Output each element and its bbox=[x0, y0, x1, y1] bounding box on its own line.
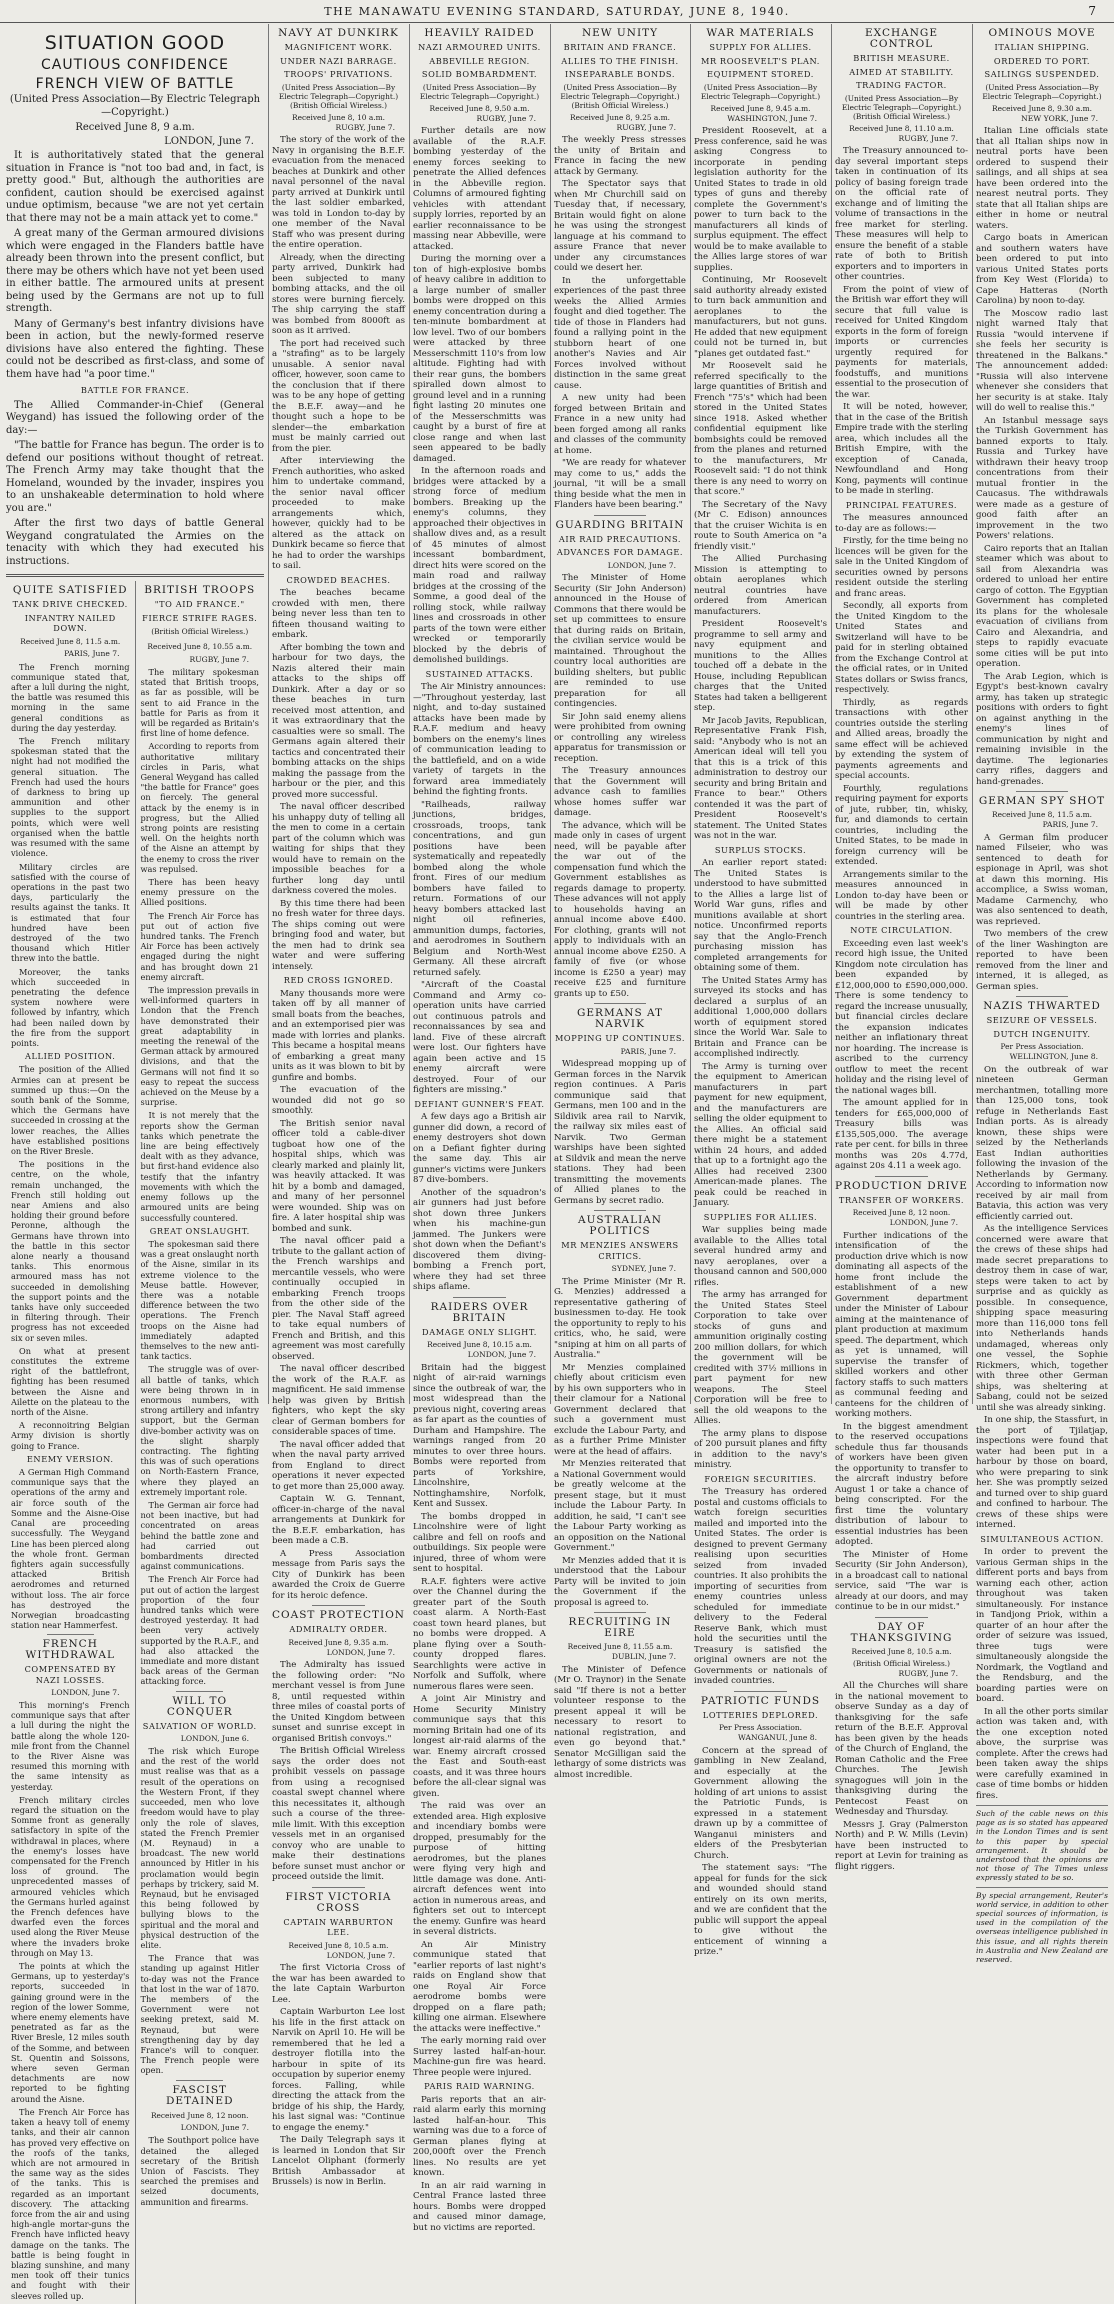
paragraph: The beaches became crowded with men, there being never less than ten to fifteen thousand waiting to embark. bbox=[272, 588, 405, 641]
paragraph: The Treasury has ordered postal and customs officials to watch foreign securities mailed and imported into the United States. The order is designed to prevent Germany realising upon securities seized from invaded countries. It also prohibits the importing of securities from enemy countries unless scheduled for immediate delivery to the Federal Reserve Bank, which must hold the securities until the Treasury is satisfied the original owners are not the Governments or nationals of invaded countries. bbox=[694, 1487, 827, 1687]
headline-australian-politics: AUSTRALIAN POLITICS bbox=[577, 1214, 662, 1238]
credit-line: (British Official Wireless.) bbox=[852, 1658, 951, 1668]
subhead: "TO AID FRANCE." bbox=[154, 599, 245, 610]
subhead: SALVATION OF WORLD. bbox=[142, 1720, 257, 1731]
section-subhead: DEFIANT GUNNER'S FEAT. bbox=[414, 1098, 545, 1109]
reuter-notice: By special arrangement, Reuter's world service, in addition to other special sources of information, is used in the compilation of the overseas intelligence published in this issue, and all rights therein in Australia and New Zealand are reserved. bbox=[976, 1887, 1108, 1965]
headline-new-unity: NEW UNITY bbox=[581, 27, 659, 39]
paragraph: The naval officer added that when the naval party arrived from England to direct operations it never expected to get more than 25,000 away. bbox=[272, 1439, 405, 1492]
paragraph: The Arab Legion, which is Egypt's best-known cavalry army, has taken up strategic positions with orders to fight on against anything in the enemy's lines of communication by night and remaining invisible in the daytime. The legionaries carry rifles, daggers and hand-grenades. bbox=[976, 671, 1108, 787]
paragraph: The positions in the centre, on the whole, remain unchanged, the French still holding out near Amiens and also holding their ground before Peronne, although the Germans have thrown into the battle in this sector alone nearly a thousand tanks. This enormous armoured mass has not succeeded in demolishing the support points and the tanks have only succeeded in filtering through. Their progress has not exceeded six or seven miles. bbox=[11, 1159, 130, 1343]
headline-patriotic-funds: PATRIOTIC FUNDS bbox=[700, 1694, 821, 1707]
new-unity-column bbox=[554, 24, 686, 1780]
divider bbox=[312, 1887, 365, 1888]
paragraph: It is not merely that the reports show the German tanks which penetrate the line are being effectively dealt with as they advance, but first-hand evidence also testify that the infantry movements with which the enemy follows up the armoured units are being successfully countered. bbox=[140, 1110, 259, 1223]
paragraph: Concern at the spread of gambling in New Zealand, and especially at the Government allowing the holding of art unions to assist the Patriotic Funds, is expressed in a statement drawn up by a committee of Wanganui ministers and elders of the Presbyterian Church. bbox=[694, 1745, 827, 1861]
credit-line: (United Press Association—By Electric Telegraph—Copyright.) (British Official Wireless.) bbox=[278, 82, 399, 110]
dateline: RUGBY, June 7. bbox=[189, 654, 249, 664]
divider bbox=[734, 1691, 787, 1692]
dateline: LONDON, June 7. bbox=[164, 135, 254, 147]
divider bbox=[6, 574, 264, 577]
column-rule bbox=[690, 24, 691, 1404]
subhead: DAMAGE ONLY SLIGHT. bbox=[422, 1326, 537, 1337]
subhead: ITALIAN SHIPPING. bbox=[994, 42, 1090, 53]
headline-british-troops: BRITISH TROOPS bbox=[144, 584, 256, 597]
paragraph: In an air raid warning in Central France lasted three hours. Bombs were dropped and caused minor damage, but no victims are reported. bbox=[413, 2180, 546, 2233]
section-subhead: SUPPLIES FOR ALLIES. bbox=[703, 1211, 818, 1222]
received-line: Received June 8, 12 noon. bbox=[150, 2110, 249, 2120]
headline-fascist-detained: FASCIST DETAINED bbox=[165, 2083, 234, 2107]
column-rule bbox=[831, 24, 832, 1404]
headline-production-drive: PRODUCTION DRIVE bbox=[835, 1179, 968, 1192]
subhead: AIMED AT STABILITY. bbox=[849, 66, 954, 77]
divider bbox=[594, 1612, 647, 1613]
subhead: MAGNIFICENT WORK. bbox=[284, 42, 393, 53]
paragraph: After interviewing the French authorities, who asked him to undertake command, the senior naval officer proceeded to make arrangements which, however, quickly had to be altered as the attack on Dunkirk became so fierce that he had to order the warships to sail. bbox=[272, 456, 405, 572]
headline-germans-at-narvik: GERMANS AT NARVIK bbox=[576, 1007, 664, 1031]
paragraph: The evacuation of the wounded did not go so smoothly. bbox=[272, 1085, 405, 1117]
paragraph: The port had received such a "strafing" as to be largely unusable. A senior naval officer, however, soon came to the conclusion that if there was to be any hope of getting the B.E.F. away—and he thought such a hope to be slender—the embarkation must be mainly carried out from the pier. bbox=[272, 338, 405, 454]
paragraph: Fourthly, regulations requiring payment for exports of jute, rubber, tin, whisky, fur, and diamonds to certain countries, including the United States, to be made in foreign currency will be extended. bbox=[835, 783, 968, 868]
paragraph: It will be noted, however, that in the case of the British Empire trade with the sterling area, which includes all the British Empire, with the exception of Canada, Newfoundland and Hong Kong, payments will continue to be made in sterling. bbox=[835, 402, 968, 497]
headline-german-spy-shot: GERMAN SPY SHOT bbox=[978, 795, 1106, 808]
paragraph: Widespread mopping up of German forces in the Narvik region continues. A Paris communique said that Germans, men 100 and in the Sildivik area rail to Narvik, the railway six miles east of Narvik. Two German warships have been sighted at Sildvik and mean the nerve stations. They had been transmitting the movements of Allied planes to the Germans by secret radio. bbox=[554, 1059, 686, 1206]
dateline: RUGBY, June 7. bbox=[335, 122, 395, 132]
subhead: SAILINGS SUSPENDED. bbox=[984, 69, 1100, 80]
section-subhead: SURPLUS STOCKS. bbox=[714, 844, 807, 855]
dateline: SYDNEY, June 7. bbox=[611, 1264, 676, 1274]
page-number: 7 bbox=[1088, 4, 1096, 18]
paragraph: The Southport police have detained the alleged secretary of the British Union of Fascists. They searched the premises and seized documents, ammunition and firearms. bbox=[140, 2135, 259, 2207]
received-line: Received June 8, 11.5 a.m. bbox=[20, 636, 121, 646]
exchange-control-column bbox=[835, 24, 968, 1872]
subhead: INSEPARABLE BONDS. bbox=[564, 69, 676, 80]
paragraph: The France that was standing up against Hitler to-day was not the France that lost in the war of 1870. The members of the Government were not seeking pretext, said M. Reynaud, but were strengthening day by day France's will to conquer. The French people were open. bbox=[140, 1953, 259, 2076]
paragraph: The points at which the Germans, up to yesterday's reports, succeeded in gaining ground were in the region of the lower Somme, where enemy elements have penetrated as far as the River Bresle, 12 miles south of the Somme, and between St. Quentin and Soissons, where seven German detachments are now reported to be fighting around the Aisne. bbox=[11, 1961, 130, 2104]
section-subhead: PARIS RAID WARNING. bbox=[424, 2081, 535, 2092]
paragraph: The military spokesman stated that British troops, as far as possible, will be sent to aid France in the battle for Paris as from it will be regarded as Britain's first line of home defence. bbox=[140, 666, 259, 739]
british-troops-article bbox=[136, 581, 265, 2303]
paragraph: Mr Jacob Javits, Republican, Representative Frank Fish, said: "Anybody who is not an American ideal will tell you that this is a trick of this administration to destroy our security and bring Britain and France to bear." Others contended it was the part of President Roosevelt's statement. The United States was not in the war. bbox=[694, 715, 827, 842]
dateline: WASHINGTON, June 7. bbox=[727, 113, 817, 123]
paragraph: During the morning over a ton of high-explosive bombs of heavy calibre in addition to a large number of smaller bombs were dropped on this enemy concentration during a ten-minute bombardment at low level. Two of our bombers were attacked by three Messerschmitt 110's from low altitude. Fighting had with their rear guns, the bombers spiralled down almost to ground level and in a running fight lasting 20 minutes one of the Messerschmitts was caught by a burst of fire at close range and when last seen appeared to be badly damaged. bbox=[413, 254, 546, 464]
headline-recruiting-eire: RECRUITING IN EIRE bbox=[568, 1616, 672, 1640]
paragraph: Continuing, Mr Roosevelt said authority already existed to turn back ammunition and aeroplanes to the manufacturers, but not guns. He added that new equipment could not be turned in, but "planes get outdated fast." bbox=[694, 275, 827, 359]
paragraph: The Spectator says that when Mr Churchill said on Tuesday that, if necessary, Britain would fight on alone he was using the strongest language at his command to assure France that never under any circumstances could we desert her. bbox=[554, 179, 686, 274]
divider bbox=[47, 1634, 94, 1635]
ominous-move-column bbox=[976, 24, 1108, 1965]
paragraph: The weekly Press stresses the unity of Britain and France in facing the new attack by Germany. bbox=[554, 135, 686, 177]
paragraph: Many thousands more were taken off by all manner of small boats from the beaches, and an extemporised pier was made with lorries and planks. This became a hospital means of embarking a great many units as it was blown to bit by gunfire and bombs. bbox=[272, 988, 405, 1083]
column-rule bbox=[550, 24, 551, 1404]
paragraph: The army has arranged for the United States Steel Corporation to take over stocks of guns and ammunition originally costing 200 million dollars, for which the government will be credited with 37½ millions in part payment for new weapons. The Steel Corporation will be free to sell the old weapons to the Allies. bbox=[694, 1290, 827, 1427]
credit-line: Per Press Association. bbox=[1000, 1042, 1084, 1052]
dateline: RUGBY, June 7. bbox=[476, 113, 536, 123]
paragraph: In the afternoon roads and bridges were attacked by a strong force of medium bombers. Breaking up the enemy's columns, they approached their objectives in shallow dives and, as a result of 45 minutes of almost incessant bombardment, direct hits were scored on the main road and railway bridges at the crossing of the Somme, a good deal of the rolling stock, while railway lines and crossroads in other parts of the town were either wrecked or temporarily blocked by the debris of demolished buildings. bbox=[413, 466, 546, 666]
paragraph: War supplies being made available to the Allies total several hundred army and navy aeroplanes, over a thousand cannon and 500,000 rifles. bbox=[694, 1225, 827, 1288]
section-subhead: RED CROSS IGNORED. bbox=[283, 975, 394, 986]
paragraph: On what at present constitutes the extreme right of the battlefront, fighting has been resumed between the Aisne and Ailette on the plateau to the north of the Aisne. bbox=[11, 1345, 130, 1418]
dateline: LONDON, June 6. bbox=[180, 1733, 249, 1743]
subhead: MOPPING UP CONTINUES. bbox=[554, 1033, 686, 1044]
headline-war-materials: WAR MATERIALS bbox=[706, 27, 815, 39]
paragraph: Exceeding even last week's record high issue, the United Kingdom note circulation has been expanded by £12,000,000 to £590,000,000. There is some tendency to regard the increase unusually, but financial circles declare the expansion indicates neither an inflationary threat nor hoarding. The increase is ascribed to the currency outflow to meet the recent holiday and the rising level of the national wages bill. bbox=[835, 938, 968, 1096]
paragraph: Mr Menzies complained chiefly about criticism even by his own supporters who in their clamour for a National Government declared that such a government must exclude the Labour Party, and as a further Prime Minister were at the head of affairs. bbox=[554, 1362, 686, 1457]
subhead: UNDER NAZI BARRAGE. bbox=[280, 55, 397, 66]
paragraph: It is authoritatively stated that the general situation in France is "not too bad and, in fact, is pretty good." But, although the authorities are confident, caution should be exercised against undue optimism, because "we are not yet certain that there may not be a main attack yet to come." bbox=[6, 150, 264, 224]
credit-line: (United Press Association—By Electric Telegraph—Copyright.) bbox=[982, 82, 1102, 101]
headline-coast-protection: COAST PROTECTION bbox=[272, 1609, 405, 1622]
paragraph: The bombs dropped in Lincolnshire were of light calibre and fell on roofs and outbuildings. Six people were injured, three of whom were sent to hospital. bbox=[413, 1511, 546, 1575]
paragraph: Britain had the biggest night of air-raid warnings since the outbreak of war, the most widespread than the previous night, covering areas as far apart as the counties of Durham and Hampshire. The warnings ranged from 20 minutes to over three hours. Bombs were reported from parts of Yorkshire, Lincolnshire, Nottinghamshire, Norfolk, Kent and Sussex. bbox=[413, 1362, 546, 1510]
dateline: WELLINGTON, June 8. bbox=[1009, 1052, 1098, 1062]
paragraph: "The battle for France has begun. The order is to defend our positions without thought of retreat. The French Army may take thought that the Homeland, wounded by the invader, inspires you to an unshakeable determination to hold where you are." bbox=[6, 440, 264, 514]
subhead: TROOPS' PRIVATIONS. bbox=[284, 69, 393, 80]
credit-line: (British Official Wireless.) bbox=[151, 626, 249, 636]
lower-two-columns bbox=[6, 581, 264, 2303]
subhead: INFANTRY NAILED DOWN. bbox=[24, 612, 116, 633]
dateline: PARIS, June 7. bbox=[620, 1046, 676, 1056]
credit-line: (United Press Association—By Electric Telegraph—Copyright.) bbox=[9, 94, 261, 118]
paragraph: A joint Air Ministry and Home Security Ministry communique says that this morning Britain had one of its longest air-raid alarms of the war. Enemy aircraft crossed the East and South-east coasts, and it was three hours before the all-clear signal was given. bbox=[413, 1694, 546, 1799]
paragraph: Captain W. G. Tennant, officer-in-charge of the naval arrangements at Dunkirk for the B.E.F. embarkation, has been made a C.B. bbox=[272, 1494, 405, 1547]
subhead: EQUIPMENT STORED. bbox=[707, 69, 814, 80]
divider bbox=[176, 1691, 223, 1692]
paragraph: The French Air Force has taken a heavy toll of enemy tanks, and their air cannon has proved very effective on the roofs of the tanks, which are not armoured in the same way as the sides of the tanks. This is regarded as an important discovery. The attacking force from the air and using high-angle mortar-guns the French have inflicted heavy damage on the tanks. The battle is being fought in blazing sunshine, and many men took off their tunics and fought with their sleeves rolled up. bbox=[11, 2106, 130, 2301]
paragraph: The Treasury announces that the Government will advance cash to families whose homes suffer war damage. bbox=[554, 766, 686, 819]
paragraph: The French Air Force has put out of action five hundred tanks. The French Air Force has been actively engaged during the night and has brought down 21 enemy aircraft. bbox=[140, 910, 259, 982]
subhead: CAPTAIN WARBURTON LEE. bbox=[283, 1916, 394, 1938]
paragraph: The United States Army has surveyed its stocks and has declared a surplus of an additional 1,000,000 dollars worth of equipment stored since the World War. Sale to Britain and France can be accomplished indirectly. bbox=[694, 975, 827, 1060]
paragraph: The Allied Commander-in-Chief (General Weygand) has issued the following order of the day:— bbox=[6, 399, 264, 436]
paragraph: The Minister of Home Security (Sir John Anderson), in a broadcast call to national service, said "The war is already at our doors, and may continue to be in our midst." bbox=[835, 1549, 968, 1613]
column-rule bbox=[268, 24, 269, 1404]
paragraph: There has been heavy enemy pressure on the Allied positions. bbox=[140, 877, 259, 908]
divider bbox=[1016, 996, 1069, 997]
paragraph: After bombing the town and harbour for two days, the Nazis altered their main attacks to the ships off Dunkirk. After a day or so these beaches in turn received most attention, and it was extraordinary that the casualties were so small. The Germans again altered their tactics and concentrated their bombing attacks on the ships making the passage from the harbour or the pier, and this proved more successful. bbox=[272, 642, 405, 800]
dateline: PARIS, June 7. bbox=[1042, 820, 1098, 830]
received-line: Received June 8, 9 a.m. bbox=[75, 122, 195, 134]
paragraph: A German High Command communique says that the operations of the army and air force south of the Somme and the Aisne-Oise Canal are proceeding successfully. The Weygand Line has been pierced along the whole front. German fighters again successfully attacked British aerodromes and returned without loss. The air force has destroyed the Norwegian broadcasting station near Hammerfest. bbox=[11, 1467, 130, 1631]
paragraph: The naval officer described the work of the R.A.F. as magnificent. He said immense help was given by British fighters, who kept the sky clear of German bombers for considerable spaces of time. bbox=[272, 1364, 405, 1438]
paragraph: From the point of view of the British war effort they will secure that full value is received for United Kingdom exports in the form of foreign imports or currencies urgently required for payments for materials, foodstuffs, and munitions essential to the prosecution of the war. bbox=[835, 284, 968, 400]
subhead: AIR RAID PRECAUTIONS. bbox=[558, 533, 682, 544]
dateline: LONDON, June 7. bbox=[326, 1950, 395, 1960]
masthead-title: THE MANAWATU EVENING STANDARD, SATURDAY, JUNE 8, 1940. bbox=[324, 4, 790, 18]
subhead: SEIZURE OF VESSELS. bbox=[986, 1015, 1098, 1026]
headline-heavily-raided: HEAVILY RAIDED bbox=[424, 27, 535, 39]
paragraph: Paris reports that an air-raid alarm early this morning lasted half-an-hour. This warning was due to a force of German planes flying at 200,000ft over the French lines. No results are yet known. bbox=[413, 2094, 546, 2179]
received-line: Received June 8, 11.5 a.m. bbox=[992, 810, 1092, 820]
divider bbox=[594, 1003, 647, 1004]
subhead: ADVANCES FOR DAMAGE. bbox=[556, 547, 684, 558]
headline-navy-dunkirk: NAVY AT DUNKIRK bbox=[278, 27, 399, 39]
section-subhead: PRINCIPAL FEATURES. bbox=[845, 499, 958, 510]
subhead: FIERCE STRIFE RAGES. bbox=[142, 612, 258, 623]
headline-will-to-conquer: WILL TO CONQUER bbox=[166, 1694, 233, 1718]
paragraph: According to reports from authoritative military circles in Paris, what General Weygand has called "the battle for France" goes on fiercely. The general attack by the enemy is in progress, but the Allied strong points are resisting well. On the heights north of the Aisne an attempt by the enemy to cross the river was repulsed. bbox=[140, 741, 259, 874]
divider bbox=[875, 1176, 928, 1177]
paragraph: Arrangements similar to the measures announced in London to-day have been or will be made by other countries in the sterling area. bbox=[835, 869, 968, 922]
paragraph: The German air force had not been inactive, but had concentrated on areas behind the battle zone and had carried out bombardments directed against communications. bbox=[140, 1499, 259, 1572]
headline-ominous-move: OMINOUS MOVE bbox=[988, 27, 1096, 39]
subhead: MR MENZIES ANSWERS CRITICS. bbox=[561, 1240, 679, 1261]
paragraph: Already, when the directing party arrived, Dunkirk had been subjected to many bombing attacks, and the oil stores were burning fiercely. The ship carrying the staff was bombed from 8000ft as soon as it arrived. bbox=[272, 252, 405, 337]
section-subhead: NOTE CIRCULATION. bbox=[850, 925, 953, 936]
paragraph: In the unforgettable experiences of the past three weeks the Allied Armies fought and died together. The tide of those in Flanders had found a rallying point in the stubborn heart of one another's Navies and Air Forces involved without distinction in the same great cause. bbox=[554, 275, 686, 391]
paragraph: The French military spokesman stated that the night had not modified the general situation. The French had used the hours of darkness to bring up ammunition and other supplies to the support points, which were well organised when the battle was resumed with the same violence. bbox=[11, 736, 130, 859]
dateline: NEW YORK, June 7. bbox=[1021, 113, 1098, 123]
dateline: WANGANUI, June 8. bbox=[738, 1733, 817, 1743]
subhead: ADMIRALTY ORDER. bbox=[289, 1624, 388, 1635]
section-subhead: GREAT ONSLAUGHT. bbox=[149, 1225, 250, 1236]
paragraph: The French Air Force had put out of action the largest proportion of the four hundred tanks which were destroyed yesterday. It had been very actively supported by the R.A.F., and had also attacked the immediate and more distant back areas of the German attacking force. bbox=[140, 1574, 259, 1687]
paragraph: The Allied Purchasing Mission is attempting to obtain aeroplanes which neutral countries have ordered from American manufacturers. bbox=[694, 554, 827, 617]
section-subhead: SUSTAINED ATTACKS. bbox=[425, 668, 534, 679]
credit-line: (United Press Association—By Electric Telegraph—Copyright.) (British Official Wireless.) bbox=[841, 93, 962, 121]
paragraph: An Air Ministry communique stated that "earlier reports of last night's raids on England show that one Royal Air Force aerodrome bombs were dropped on a flare path; killing one airman. Elsewhere the attacks were ineffective." bbox=[413, 1939, 546, 2034]
divider bbox=[176, 2080, 223, 2081]
paragraph: President Roosevelt's programme to sell army and navy equipment and munitions to the Allies touched off a debate in the House, including Republican charges that the United States had taken a belligerent step. bbox=[694, 619, 827, 714]
situation-article bbox=[6, 24, 264, 2301]
paragraph: Messrs J. Gray (Palmerston North) and P. W. Mills (Levin) have been instructed to report at Levin for training as flight riggers. bbox=[835, 1819, 968, 1872]
subhead: NAZI ARMOURED UNITS. bbox=[418, 42, 541, 53]
received-line: Received June 8, 10.5 a.m. bbox=[851, 1646, 952, 1656]
paragraph: The army plans to dispose of 200 pursuit planes and fifty in addition to the navy's ministry. bbox=[694, 1428, 827, 1471]
received-line: Received June 8, 9.50 a.m. bbox=[429, 103, 530, 113]
credit-line: Per Press Association. bbox=[719, 1723, 802, 1733]
paragraph: The raid was over an extended area. High explosive and incendiary bombs were dropped, presumably for the purpose of hitting aerodromes, but the planes were flying very high and little damage was done. Anti-aircraft defences went into action in numerous areas, and fighters set out to intercept the enemy. Gunfire was heard in several districts. bbox=[413, 1801, 546, 1938]
paragraph: Military circles are satisfied with the course of operations in the past two days, particularly the results against the tanks. It is estimated that four hundred have been destroyed of the two thousand which Hitler threw into the battle. bbox=[11, 861, 130, 964]
paragraph: Secondly, all exports from the United Kingdom to the United States and Switzerland will have to be paid for in sterling obtained from the Exchange Control at the official rates, or in United States dollars or Swiss francs, respectively. bbox=[835, 601, 968, 696]
paragraph: The statement says: "The appeal for funds for the sick and wounded should stand entirely on its own merits, and we are confident that the public will support the appeal to give without the enticement of winning a prize." bbox=[694, 1863, 827, 1958]
headline-quite-satisfied: QUITE SATISFIED bbox=[12, 584, 128, 597]
quite-satisfied-article bbox=[6, 581, 136, 2303]
paragraph: In one ship, the Stassfurt, in the port of Tjilatjap, inspections were found that water had been put in a harbour by those on board, who were preparing to sink her. She was promptly seized and turned over to ship guard and confined to harbour. The crews of these ships were interned. bbox=[976, 1415, 1108, 1531]
dateline: LONDON, June 7. bbox=[607, 560, 676, 570]
subhead: DUTCH INGENUITY. bbox=[993, 1028, 1091, 1039]
times-notice: Such of the cable news on this page as is so stated has appeared in the London Times and is sent to this paper by special arrangement. It should be understood that the opinions are not those of The Times unless expressly stated to be so. bbox=[976, 1805, 1108, 1883]
paragraph: Captain Warburton Lee lost his life in the first attack on Narvik on April 10. He will be remembered that he led a destroyer flotilla into the harbour in spite of its occupation by superior enemy forces. Falling, while directing the attack from the bridge of his ship, the Hardy, his last signal was: "Continue to engage the enemy." bbox=[272, 2007, 405, 2133]
paragraph: Thirdly, as regards transactions with other countries outside the sterling and Allied areas, broadly the same effect will be achieved by extending the system of payments agreements and special accounts. bbox=[835, 697, 968, 782]
heavily-raided-column bbox=[413, 24, 546, 2233]
credit-line: (United Press Association—By Electric Telegraph—Copyright.) bbox=[419, 82, 540, 101]
paragraph: The Minister of Defence (Mr O. Traynor) in the Senate said "If there is not a better volunteer response to the present appeal it will be necessary to resort to national registration, and even go beyond that." Senator McGilligan said the lethargy of some districts was almost incredible. bbox=[554, 1664, 686, 1780]
column-rule bbox=[409, 24, 410, 1404]
subhead: COMPENSATED BY NAZI LOSSES. bbox=[24, 1664, 116, 1685]
paragraph: Mr Roosevelt said he referred specifically to the large quantities of British and French "75's" which had been stored in the United States since 1918. Asked whether confidential equipment like bombsights could be removed from the planes and returned to the manufacturers, Mr Roosevelt said: "I do not think there is any need to worry on that score." bbox=[694, 361, 827, 498]
headline-day-of-thanksgiving: DAY OF THANKSGIVING bbox=[850, 1620, 953, 1644]
paragraph: By this time there had been no fresh water for three days. The ships coming out were bringing food and water, but the men had to drink sea water and were suffering intensely. bbox=[272, 898, 405, 972]
received-line: Received June 8, 10 a.m. bbox=[292, 112, 385, 122]
war-materials-column bbox=[694, 24, 827, 1958]
paragraph: The measures announced to-day are as follows:— bbox=[835, 513, 968, 534]
paragraph: The early morning raid over Surrey lasted half-an-hour. Machine-gun fire was heard. Three people were injured. bbox=[413, 2036, 546, 2078]
paragraph: Moreover, the tanks which succeeded in penetrating the defence system nowhere were followed by infantry, which had been nailed down by the fire from the support points. bbox=[11, 966, 130, 1048]
paragraph: A great many of the German armoured divisions which were engaged in the Flanders battle have already been thrown into the present conflict, but there may be others which have not yet been used in either battle. The armoured units at present being used by the Germans are not up to full strength. bbox=[6, 228, 264, 315]
paragraph: The Minister of Home Security (Sir John Anderson) announced in the House of Commons that there would be set up committees to ensure that during raids on Britain, the civilian service would be maintained. Throughout the country local authorities are building shelters, but public are reminded to use preparation for all contingencies. bbox=[554, 573, 686, 710]
paragraph: The British Official Wireless says the order does not prohibit vessels on passage from using a recognised coastal swept channel where this necessitates it, although such a course of the three-mile limit. With this exception vessels met in an organised convoy who are unable to make their destinations before sunset must anchor or proceed outside the limit. bbox=[272, 1746, 405, 1883]
paragraph: In all the other ports similar action was taken and, with the one exception noted above, the surprise was complete. After the crews had been taken away the ships were carefully examined in case of time bombs or hidden fires. bbox=[976, 1706, 1108, 1801]
paragraph: French military circles regard the situation on the Somme front as generally satisfactory in spite of the withdrawal in places, where the enemy's losses have compensated for the French loss of ground. The unprecedented masses of armoured vehicles which the Germans hurled against the French defences have dwarfed even the forces used along the River Meuse where the invaders broke through on May 13. bbox=[11, 1794, 130, 1958]
paragraph: Mr Menzies reiterated that a National Government would be greatly welcome at the present stage, but it must include the Labour Party. In addition, he said, "I can't see the Labour Party working as an opposition on the National Government." bbox=[554, 1459, 686, 1554]
paragraph: This morning's French communique says that after a lull during the night the battle along the whole 120-mile front from the Channel to the River Aisne was resumed this morning with the same intensity as yesterday. bbox=[11, 1699, 130, 1792]
dateline: LONDON, June 7. bbox=[326, 1647, 395, 1657]
paragraph: Sir John said enemy aliens were prohibited from owning or controlling any wireless apparatus for transmission or reception. bbox=[554, 711, 686, 764]
paragraph: All the Churches will share in the national movement to observe Sunday as a day of thanksgiving for the safe return of the B.E.F. Approval has been given by the heads of the Church of England, the Roman Catholic and the Free Churches. The Jewish synagogues will join in the thanksgiving during the Pentecost Feast on Wednesday and Thursday. bbox=[835, 1681, 968, 1818]
paragraph: The impression prevails in well-informed quarters in London that the French have demonstrated their great adaptability in meeting the renewal of the German attack by armoured divisions, and that the Germans will not find it so easy to repeat the success achieved on the Meuse by a surprise. bbox=[140, 985, 259, 1108]
received-line: Received June 8, 9.30 a.m. bbox=[992, 103, 1092, 113]
paragraph: "Railheads, railway junctions, bridges, crossroads, troops, tank concentrations, and gun positions have been systematically and repeatedly bombed along the whole front. Fires of our medium bombers have failed to return. Formations of our heavy bombers attacked last night oil refineries, ammunition dumps, factories, and aerodromes in Southern Belgium and North-West Germany. All these aircraft returned safely. bbox=[413, 799, 546, 978]
paragraph: The Prime Minister (Mr R. G. Menzies) addressed a representative gathering of businessmen to-day. He took the opportunity to reply to his critics, who, he said, were "sniping at him on all parts of Australia." bbox=[554, 1276, 686, 1361]
paragraph: The Admiralty has issued the following order: "No merchant vessel is from June 8, until requested within three miles of coastal ports of the United Kingdom between sunset and sunrise except in organised British convoys." bbox=[272, 1660, 405, 1744]
received-line: Received June 8, 11.10 a.m. bbox=[849, 123, 954, 133]
received-line: Received June 8, 10.15 a.m. bbox=[427, 1340, 532, 1350]
paragraph: "Aircraft of the Coastal Command and Army co-operation units have carried out continuous patrols and reconnaissances by sea and land. Five of these aircraft were lost. Our fighters have again been active and 15 enemy aircraft were destroyed. Four of our fighters are missing." bbox=[413, 980, 546, 1096]
divider bbox=[875, 1617, 928, 1618]
dateline: LONDON, June 7. bbox=[51, 1687, 120, 1697]
paragraph: An Istanbul message says the Turkish Government has banned exports to Italy. Russia and Turkey have withdrawn their heavy troop concentrations from their mutual frontier in the Caucasus. The withdrawals were made as a gesture of good faith after an improvement in the two Powers' relations. bbox=[976, 415, 1108, 542]
divider bbox=[312, 1605, 365, 1606]
section-subhead: SIMULTANEOUS ACTION. bbox=[980, 1533, 1104, 1544]
received-line: Received June 8, 10.5 a.m. bbox=[288, 1940, 389, 1950]
dateline: RUGBY, June 7. bbox=[616, 122, 676, 132]
paragraph: Italian Line officials state that all Italian ships now in neutral ports have been ordered to suspend their sailings, and all ships at sea have been ordered into the nearest neutral ports. They state that all Italian ships are either in home or neutral waters. bbox=[976, 126, 1108, 231]
paragraph: Firstly, for the time being no licences will be given for the sale in the United Kingdom of securities owned by persons resident outside the sterling and franc areas. bbox=[835, 536, 968, 599]
dateline: LONDON, June 7. bbox=[467, 1350, 536, 1360]
section-subhead: ALLIED POSITION. bbox=[25, 1051, 116, 1062]
paragraph: The Army is turning over the equipment to American manufacturers in part payment for new equipment, and the manufacturers are selling the older equipment to the Allies. An official said there might be a statement within 24 hours, and added that up to a fortnight ago the Allies had received 2300 American-made planes. The peak could be reached in January. bbox=[694, 1061, 827, 1209]
paragraph: An earlier report stated: The United States is understood to have submitted to the Allies a large list of World War guns, rifles and munitions available at short notice. Unconfirmed reports say that the Anglo-French purchasing mission has completed arrangements for obtaining some of them. bbox=[694, 858, 827, 974]
subhead: TRANSFER OF WORKERS. bbox=[838, 1194, 965, 1205]
subhead-cautious: CAUTIOUS CONFIDENCE bbox=[40, 56, 230, 73]
paragraph: The naval officer paid a tribute to the gallant action of the French warships and mercantile vessels, who were continually occupied in embarking French troops from the other side of the pier. The Naval Staff agreed to take equal numbers of French and British, and this agreement was most carefully observed. bbox=[272, 1236, 405, 1362]
paragraph: The position of the Allied Armies can at present be summed up thus:—On the south bank of the Somme, which the Germans have succeeded in crossing at the lower reaches, the Allies have established positions on the River Bresle. bbox=[11, 1064, 130, 1156]
subhead: BRITISH MEASURE. bbox=[853, 53, 950, 64]
paragraph: A Press Association message from Paris says the City of Dunkirk has been awarded the Croix de Guerre for its heroic defence. bbox=[272, 1548, 405, 1601]
subhead: MR ROOSEVELT'S PLAN. bbox=[700, 55, 820, 66]
received-line: Received June 8, 9.25 a.m. bbox=[570, 112, 670, 122]
column-rule bbox=[972, 24, 973, 1404]
paragraph: R.A.F. fighters were active over the Channel during the greater part of the South coast alarm. A North-East coast town heard planes, but no bombs were dropped. A plane flying over a South-county dropped flares. Searchlights were active in Norfolk and Suffolk, where numerous flares were seen. bbox=[413, 1576, 546, 1692]
paragraph: The British senior naval officer told a cable-diver tugboat how one of the hospital ships, which was clearly marked and plainly lit, was heavily attacked. It was hit by a bomb and damaged, and many of her personnel were wounded. Ship was on fire. A later hospital ship was bombed and sunk. bbox=[272, 1118, 405, 1234]
paragraph: The Air Ministry announces:—"Throughout yesterday, last night, and to-day sustained attacks have been made by R.A.F. medium and heavy bombers on the enemy's lines of communication leading to the battlefield, and on a wide variety of targets in the forward area immediately behind the fighting fronts. bbox=[413, 682, 546, 798]
paragraph: On the outbreak of war nineteen German merchantmen, totalling more than 125,000 tons, took refuge in Netherlands East Indian ports. As is already known, these ships were seized by the Netherlands East Indian authorities following the invasion of the Netherlands by Germany. According to information now received by air mail from Batavia, this action was very efficiently carried out. bbox=[976, 1064, 1108, 1222]
received-line: Received June 8, 9.45 a.m. bbox=[710, 103, 811, 113]
paragraph: In the biggest amendment to the reserved occupations schedule thus far thousands of workers have been given the opportunity to transfer to the aircraft industry before August 1 or take a chance of being conscripted. For the first time the voluntary distribution of labour to essential industries has been adopted. bbox=[835, 1421, 968, 1548]
subhead: SOLID BOMBARDMENT. bbox=[421, 69, 538, 80]
subhead: ABBEVILLE REGION. bbox=[429, 55, 530, 66]
paragraph: As the intelligence Services concerned were aware that the crews of these ships had made secret preparations to destroy them in case of war, steps were taken to act by surprise and as quickly as possible. In consequence, shipping space measuring more than 116,000 tons fell into Netherlands hands undamaged, whereas only one vessel, the Sophie Rickmers, which, together with three other German ships, was sheltering at Sabang, could not be seized until she was already sinking. bbox=[976, 1224, 1108, 1413]
headline-guarding-britain: GUARDING BRITAIN bbox=[555, 518, 685, 531]
divider bbox=[594, 515, 647, 516]
paragraph: A few days ago a British air gunner did down, a record of enemy destroyers shot down on a Defiant fighter during the same day. This air gunner's victims were Junkers 87 dive-bombers. bbox=[413, 1112, 546, 1186]
paragraph: The Moscow radio last night warned Italy that Russia "would intervene if she feels her security is threatened in the Balkans." The announcement added: "Russia will also intervene whenever she considers that her security is at stake. Italy will do well to realise this." bbox=[976, 308, 1108, 414]
paragraph: A German film producer named Filseier, who was sentenced to death for espionage in April, was shot at dawn this morning. His accomplice, a Swiss woman, Madame Carmenchy, who was also sentenced to death, was reprieved. bbox=[976, 832, 1108, 927]
paragraph: Many of Germany's best infantry divisions have been in action, but the newly-formed reserve divisions have also entered the fighting. These could not be described as first-class, and some of them have had "a poor time." bbox=[6, 318, 264, 380]
paragraph: After the first two days of battle General Weygand congratulated the Armies on the tenacity with which they had executed his instructions. bbox=[6, 518, 264, 567]
divider bbox=[594, 1210, 647, 1211]
paragraph: In order to prevent the various German ships in the different ports and bays from warning each other, action throughout was taken simultaneously. For instance in Tandjong Priok, within a quarter of an hour after the order of seizure was issued, three tugs were simultaneously alongside the Nordmark, the Vogtland and the Rendsburg, and the boarding parties were on board. bbox=[976, 1547, 1108, 1705]
paragraph: The Secretary of the Navy (Mr C. Edison) announces that the cruiser Wichita is en route to South America on "a friendly visit." bbox=[694, 499, 827, 552]
received-line: Received June 8, 10.55 a.m. bbox=[147, 642, 253, 652]
dateline: LONDON, June 7. bbox=[889, 1218, 958, 1228]
paragraph: Cargo boats in American and southern waters have been ordered to put into various United States ports from Key West (Florida) to Cape Hatteras (North Carolina) by noon to-day. bbox=[976, 233, 1108, 307]
headline-nazis-thwarted: NAZIS THWARTED bbox=[983, 1000, 1101, 1013]
section-subhead: CROWDED BEACHES. bbox=[286, 574, 391, 585]
section-subhead: ENEMY VERSION. bbox=[26, 1453, 114, 1464]
paragraph: A reconnoitring Belgian Army division is shortly going to France. bbox=[11, 1420, 130, 1451]
received-line: Received June 8, 12 noon. bbox=[852, 1208, 951, 1218]
paragraph: The amount applied for in tenders for £65,000,000 of Treasury bills was £135,505,000. The average rate per cent. for bills in three months was 20s 4.77d, against 20s 4.11 a week ago. bbox=[835, 1098, 968, 1172]
paragraph: Two members of the crew of the liner Washington are reported to have been removed from the liner and interned, it is alleged, as German spies. bbox=[976, 929, 1108, 992]
subhead: SUPPLY FOR ALLIES. bbox=[709, 42, 812, 53]
paragraph: Mr Menzies added that it is understood that the Labour Party will be invited to join the Government if the proposal is agreed to. bbox=[554, 1555, 686, 1608]
masthead bbox=[0, 0, 1114, 23]
paragraph: A new unity had been forged between Britain and France in a new unity had been forged among all ranks and classes of the community at home. bbox=[554, 393, 686, 456]
section-subhead: BATTLE FOR FRANCE. bbox=[80, 385, 190, 396]
paragraph: The spokesman said there was a great onslaught north of the Aisne, similar in its extreme violence to the Meuse battle. However, there was a notable difference between the two operations. The French troops on the Aisne had immediately adapted themselves to the new anti-tank tactics. bbox=[140, 1238, 259, 1362]
navy-dunkirk-column bbox=[272, 24, 405, 2188]
subhead-french-view: FRENCH VIEW OF BATTLE bbox=[35, 75, 235, 92]
paragraph: The struggle was of over-all battle of tanks, which were being thrown in in enormous numbers, with strong artillery and infantry support, but the German dive-bomber activity was on the slight sharply contracting. The fighting this was of such operations on North-Eastern France, where they played an extremely important role. bbox=[140, 1364, 259, 1497]
dateline: PARIS, June 7. bbox=[64, 649, 120, 659]
paragraph: The French morning communique stated that, after a lull during the night, the battle was resumed this morning in the same general conditions as during the day yesterday. bbox=[11, 661, 130, 733]
headline-situation: SITUATION GOOD bbox=[44, 32, 226, 54]
subhead: LOTTERIES DEPLORED. bbox=[702, 1709, 819, 1720]
paragraph: The first Victoria Cross of the war has been awarded to the late Captain Warburton Lee. bbox=[272, 1963, 405, 2005]
dateline: RUGBY, June 7. bbox=[898, 1668, 958, 1678]
headline-french-withdrawal: FRENCH WITHDRAWAL bbox=[25, 1638, 115, 1662]
dateline: LONDON, June 7. bbox=[180, 2123, 249, 2133]
headline-raiders-over-britain: RAIDERS OVER BRITAIN bbox=[430, 1300, 529, 1324]
dateline: DUBLIN, June 7. bbox=[611, 1652, 676, 1662]
subhead: ORDERED TO PORT. bbox=[993, 55, 1091, 66]
section-subhead: FOREIGN SECURITIES. bbox=[704, 1473, 817, 1484]
subhead: TANK DRIVE CHECKED. bbox=[12, 599, 128, 610]
paragraph: President Roosevelt, at a Press conference, said he was asking Congress to incorporate in pending legislation authority for the United States to trade in old types of guns and thereby complete the Government's power to turn back to the manufacturers all kinds of surplus equipment. The effect would be to make available to the Allies large stores of war supplies. bbox=[694, 126, 827, 273]
subhead: BRITAIN AND FRANCE. bbox=[563, 42, 677, 53]
headline-exchange-control: EXCHANGE CONTROL bbox=[865, 27, 938, 51]
paragraph: Further indications of the intensification of the production drive which is now dominating all aspects of the home front include the establishment of a new Government department under the Minister of Labour aiming at the maintenance of plant production at maximum speed. The department, which as yet is unnamed, will supervise the transfer of skilled workers and other factory staffs to such matters as communal feeding and canteens for the children of working mothers. bbox=[835, 1230, 968, 1420]
subhead: TRADING FACTOR. bbox=[856, 80, 947, 91]
headline-victoria-cross: FIRST VICTORIA CROSS bbox=[285, 1890, 392, 1914]
received-line: Received June 8, 9.35 a.m. bbox=[288, 1637, 389, 1647]
subhead: ALLIES TO THE FINISH. bbox=[561, 55, 679, 66]
paragraph: Further details are now available of the R.A.F. bombing yesterday of the enemy forces seeking to penetrate the Allied defences in the Abbeville region. Columns of armoured fighting vehicles with attendant supply lorries, reported by an earlier reconnaissance to be massing near Abbeville, were attacked. bbox=[413, 126, 546, 252]
paragraph: The Treasury announced to-day several important steps taken in continuation of its policy of basing foreign trade on the official rate of exchange and of limiting the volume of transactions in the free market for sterling. These measures will help to ensure the benefit of a stable rate of both to British exporters and to importers in other countries. bbox=[835, 146, 968, 283]
paragraph: The naval officer described his unhappy duty of telling all the men to come in a certain part of the column which was waiting for ships that they would have to remain on the impossible beaches for a further long day until darkness covered the moles. bbox=[272, 802, 405, 897]
paragraph: "We are ready for whatever may come to us," adds the journal, "it will be a small thing beside what the men in Flanders have been bearing." bbox=[554, 458, 686, 511]
received-line: Received June 8, 11.55 a.m. bbox=[567, 1642, 673, 1652]
paragraph: The advance, which will be made only in cases of urgent need, will be payable after the war out of the compensation fund which the Government establishes as regards damage to property. These advances will not apply to households having an annual income above £400. For clothing, grants will not apply to individuals with an annual income above £250. A family of five (or whose income is £250 a year) may receive £25 and furniture grants up to £50. bbox=[554, 820, 686, 999]
paragraph: The Daily Telegraph says it is learned in London that Sir Lancelot Oliphant (formerly British Ambassador at Brussels) is now in Berlin. bbox=[272, 2135, 405, 2188]
divider bbox=[453, 1297, 506, 1298]
paragraph: Cairo reports that an Italian steamer which was about to sail from Alexandria was ordered to unload her entire cargo of cotton. The Egyptian Government has completed its plans for the wholesale evacuation of civilians from Cairo and Alexandria, and steps to rapidly evacuate some cities will be put into operation. bbox=[976, 543, 1108, 670]
paragraph: The risk which Europe and the rest of the world must realise was that as a result of the operations on the Western Front, if they succeeded, men who love freedom would have to play only the role of slaves, stated the French Premier (M. Reynaud) in a broadcast. The new world announced by Hitler in his proclamation would begin perhaps by trickery, said M. Reynaud, but he envisaged this being followed by bullying blows to the spiritual and the moral and physical destruction of the elite. bbox=[140, 1746, 259, 1950]
paragraph: Another of the squadron's air gunners had just before shot down three Junkers when his machine-gun jammed. The Junkers were shot down when the Defiant's discovered them diving-bombing a French port, where they had set three ships aflame. bbox=[413, 1187, 546, 1293]
paragraph: The story of the work of the Navy in organising the B.E.F. evacuation from the menaced beaches at Dunkirk and other naval personnel of the naval party arrived at Dunkirk until the last soldier embarked, was told in London to-day by one member of the Naval Staff who was present during the entire operation. bbox=[272, 135, 405, 251]
divider bbox=[1016, 791, 1069, 792]
dateline: RUGBY, June 7. bbox=[898, 133, 958, 143]
credit-line: (United Press Association—By Electric Telegraph—Copyright.) (British Official Wireless.) bbox=[560, 82, 680, 110]
credit-line: (United Press Association—By Electric Telegraph—Copyright.) bbox=[700, 82, 821, 101]
